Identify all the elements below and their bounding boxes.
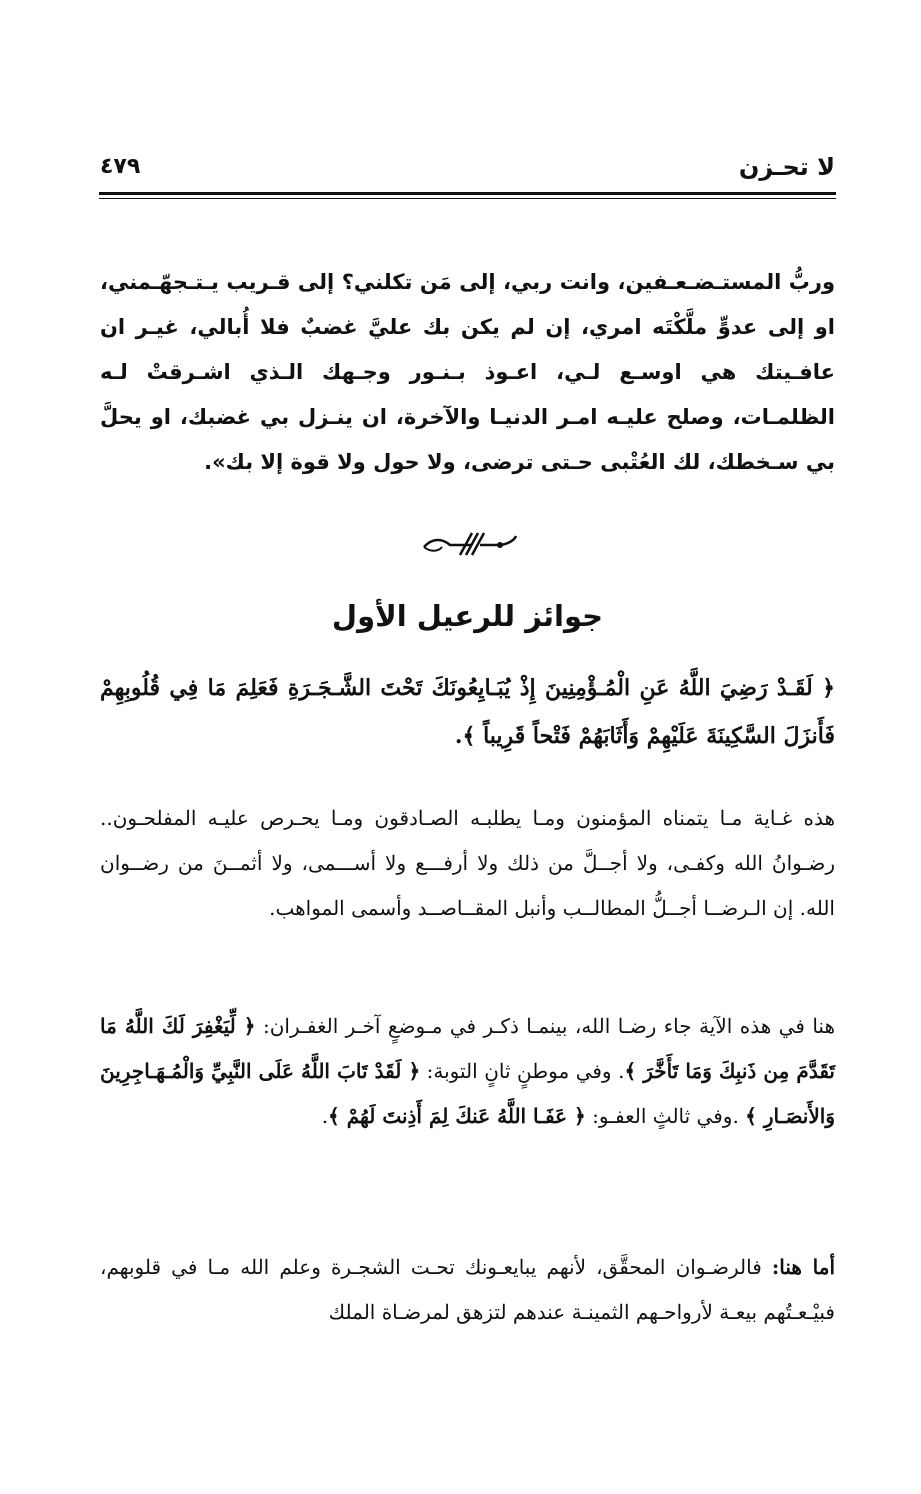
quran-quote-pardon: ﴿ عَفَـا اللَّهُ عَنكَ لِمَ أَذِنتَ لَهُمْ ﴾ [328,1104,586,1128]
paragraph-3 [100,1245,835,1335]
quran-quote-forgiveness: ﴿ لِّيَغْفِرَ لَكَ اللَّهُ مَا تَقَدَّمَ مِن ذَنبِكَ وَمَا تَأَخَّرَ ﴾ [100,1014,835,1083]
paragraph-2 [100,1004,835,1139]
quran-verse: ﴿ لَقَـدْ رَضِيَ اللَّهُ عَنِ الْمُـؤْمِنِينَ إِذْ يُبَـايِعُونَكَ تَحْتَ الشَّـجَـرَةِ فَعَلِمَ مَا فِي قُلُوبِهِمْ فَأَنزَلَ السَّكِينَةَ عَلَيْهِمْ وَأَثَابَهُمْ فَتْحاً قَرِيباً ﴾. [100,675,835,749]
quran-quote-repentance: ﴿ لَقَدْ تَابَ اللَّهُ عَلَى النَّبِيِّ وَالْمُـهَـاجِرِينَ وَالأَنصَـارِ ﴾ [100,1059,835,1128]
paragraph-1: هذه غـاية مـا يتمناه المؤمنون ومـا يطلبـه الصـادقون ومـا يحـرص عليـه المفلحـون.. رضـوانُ الله وكفـى، ولا أجــلَّ من ذلك ولا أرفـــع ولا أســـمى، ولا أثمــنَ من رضــوان الله. إن الـرضــا أجــلُّ المطالــب وأنبل المقــاصــد وأسمى المواهب. [100,806,835,920]
header-rule-thin [99,198,836,199]
paragraph-2-text-4: . [321,1104,329,1128]
section-title: جوائز للرعيل الأول [331,599,604,633]
paragraph-2-text-3: .وفي ثالثٍ العفـو: [585,1104,746,1128]
running-title: لا تحـزن [738,153,835,181]
page-header [100,150,835,184]
paragraph-2-text-2: . وفي موطنٍ ثانٍ التوبة: [420,1059,625,1083]
page-number: ٤٧٩ [100,154,141,179]
paragraph-2-text-1: هنا في هذه الآية جاء رضـا الله، بينمـا ذكـر في مـوضعٍ آخـر الغفـران: [255,1014,836,1038]
paragraph-3-text: فالرضـوان المحقَّق، لأنهم يبايعـونك تحـت الشجـرة وعلم الله مـا في قلوبهم، فبيْـعـتُهم بيعـة لأرواحـهم الثمينـة عندهم لتزهق لمرضـاة الملك [100,1255,835,1324]
paragraph-3-lead: أما هنا: [771,1255,835,1279]
decorative-separator-icon [420,528,520,562]
opening-paragraph: وربُّ المستـضـعـفين، وانت ربي، إلى مَن تكلني؟ إلى قـريب يـتـجهّـمني، او إلى عدوٍّ ملَّكْتَه امري، إن لم يكن بك عليَّ غضبٌ فلا أُبالي، غيـر ان عافـيتك هي اوسـع لـي، اعـوذ بـنـور وجـهك الـذي اشـرقتْ لـه الظلمـات، وصلح عليـه امـر الدنيـا والآخرة، ان ينـزل بي غضبك، او يحلَّ بي سـخطك، لك العُتْبى حـتى ترضى، ولا حول ولا قوة إلا بك». [100,270,835,474]
header-rule-thick [99,192,836,195]
